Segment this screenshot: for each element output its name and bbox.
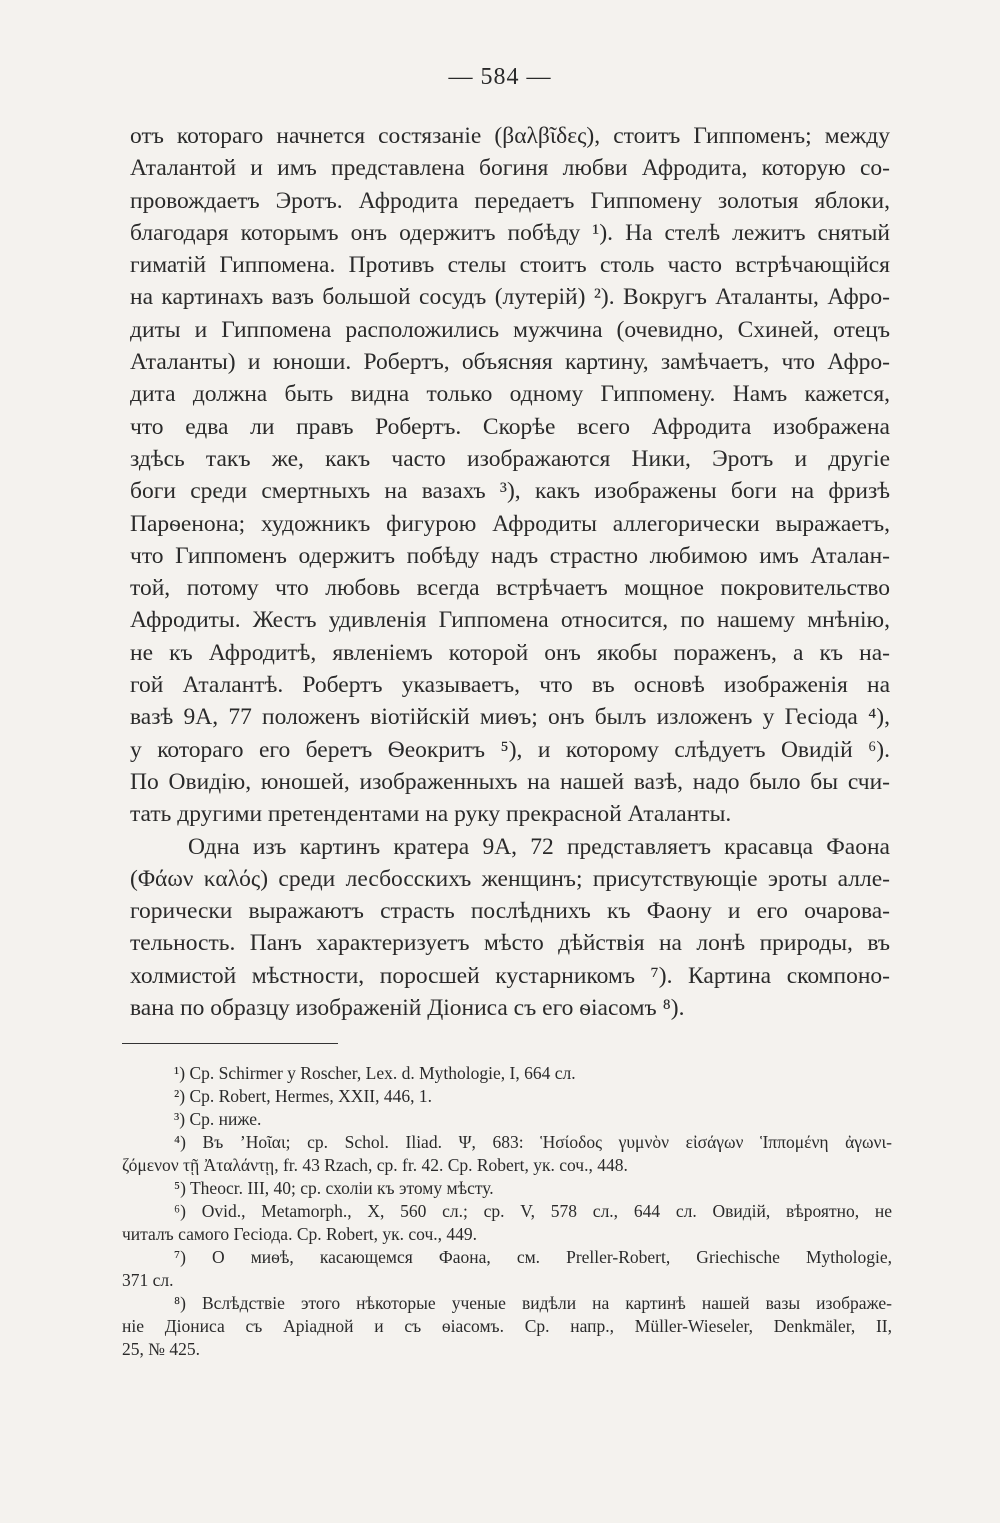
text-line: не къ Афродитѣ, явленіемъ которой онъ якобы пораженъ, а къ на- [130,639,890,666]
text-line: отъ котораго начнется состязаніе (βαλβῖδες), стоитъ Гиппоменъ; между [130,123,890,149]
text-line: Аталанты) и юноши. Робертъ, объясняя картину, замѣчаетъ, что Афро- [130,349,890,376]
text-line: Аталантой и имъ представлена богиня любви Афродита, которую со- [130,155,890,182]
text-line: холмистой мѣстности, поросшей кустарникомъ ⁷). Картина скомпоно- [130,962,890,989]
text-line: (Φάων καλός) среди лесбосскихъ женщинъ; присутствующіе эроты алле- [130,865,890,892]
text-line: благодаря которымъ онъ одержитъ побѣду ¹). На стелѣ лежитъ снятый [130,219,890,246]
text-line: вазѣ 9A, 77 положенъ віотійскій миѳъ; онъ былъ изложенъ у Гесіода ⁴), [130,704,890,731]
footnote-6-continued: читалъ самого Гесіода. Ср. Robert, ук. соч., 449. [122,1224,477,1244]
text-line: Афродиты. Жестъ удивленія Гиппомена относится, по нашему мнѣнію, [130,607,890,634]
footnote-8: ⁸) Вслѣдствіе этого нѣкоторые ученые видѣли на картинѣ нашей вазы изображе- [174,1293,892,1313]
footnote-5: ⁵) Theocr. III, 40; ср. схоліи къ этому мѣсту. [174,1178,494,1198]
text-line: По Овидію, юношей, изображенныхъ на нашей вазѣ, надо было бы счи- [130,768,890,795]
footnotes [122,1062,892,1361]
text-line: диты и Гиппомена расположились мужчина (очевидно, Схиней, отецъ [130,316,890,343]
text-line: провождаетъ Эротъ. Афродита передаетъ Гиппомену золотыя яблоки, [130,187,890,214]
text-line: тельность. Панъ характеризуетъ мѣсто дѣйствія на лонѣ природы, въ [130,930,890,957]
text-line: у котораго его беретъ Ѳеокритъ ⁵), и которому слѣдуетъ Овидій ⁶). [130,736,890,763]
text-line: горически выражаютъ страсть послѣднихъ къ Фаону и его очарова- [130,898,890,925]
footnote-7: ⁷) О миѳѣ, касающемся Фаона, см. Preller-Robert, Griechische Mythologie, [174,1247,892,1267]
text-line: дита должна быть видна только одному Гиппомену. Намъ кажется, [130,381,890,408]
footnote-divider [122,1043,338,1044]
text-line: той, потому что любовь всегда встрѣчаетъ мощное покровительство [130,575,890,602]
footnote-8-continued: ніе Діониса съ Аріадной и съ ѳіасомъ. Ср. напр., Müller-Wieseler, Denkmäler, II, [122,1316,892,1336]
footnote-7-continued: 371 сл. [122,1270,174,1290]
text-line: здѣсь такъ же, какъ часто изображаются Ники, Эротъ и другіе [130,445,890,472]
footnote-1: ¹) Ср. Schirmer у Roscher, Lex. d. Mythologie, I, 664 сл. [174,1063,576,1083]
text-line: Одна изъ картинъ кратера 9A, 72 представляетъ красавца Фаона [188,833,890,860]
footnote-6: ⁶) Ovid., Metamorph., X, 560 сл.; ср. V, 578 сл., 644 сл. Овидій, вѣроятно, не [174,1201,892,1221]
text-line: гой Аталантѣ. Робертъ указываетъ, что въ основѣ изображенія на [130,672,890,699]
text-line: что Гиппоменъ одержитъ побѣду надъ страстно любимою имъ Аталан- [130,542,890,569]
text-line: тать другими претендентами на руку прекрасной Аталанты. [130,801,732,828]
footnote-8-continued: 25, № 425. [122,1339,200,1359]
footnote-4-continued: ζόμενον τῇ Ἀταλάντῃ, fr. 43 Rzach, ср. fr. 42. Ср. Robert, ук. соч., 448. [122,1155,628,1175]
footnote-4: ⁴) Въ ʼΗοῖαι; ср. Schol. Iliad. Ψ, 683: Ἡσίοδος γυμνὸν εἰσάγων Ἱππομένη ἀγωνι- [174,1132,892,1152]
footnote-3: ³) Ср. ниже. [174,1109,262,1129]
text-line: вана по образцу изображеній Діониса съ его ѳіасомъ ⁸). [130,995,685,1022]
page-number: — 584 — [448,64,552,90]
text-line: что едва ли правъ Робертъ. Скорѣе всего Афродита изображена [130,413,890,440]
footnote-2: ²) Ср. Robert, Hermes, XXII, 446, 1. [174,1086,432,1106]
text-line: на картинахъ вазъ большой сосудъ (лутерій) ²). Вокругъ Аталанты, Афро- [130,284,890,311]
text-line: гиматій Гиппомена. Противъ стелы стоитъ столь часто встрѣчающійся [130,252,890,279]
main-text [130,120,890,1024]
text-line: боги среди смертныхъ на вазахъ ³), какъ изображены боги на фризѣ [130,478,890,505]
text-line: Парѳенона; художникъ фигурою Афродиты аллегорически выражаетъ, [130,510,890,537]
